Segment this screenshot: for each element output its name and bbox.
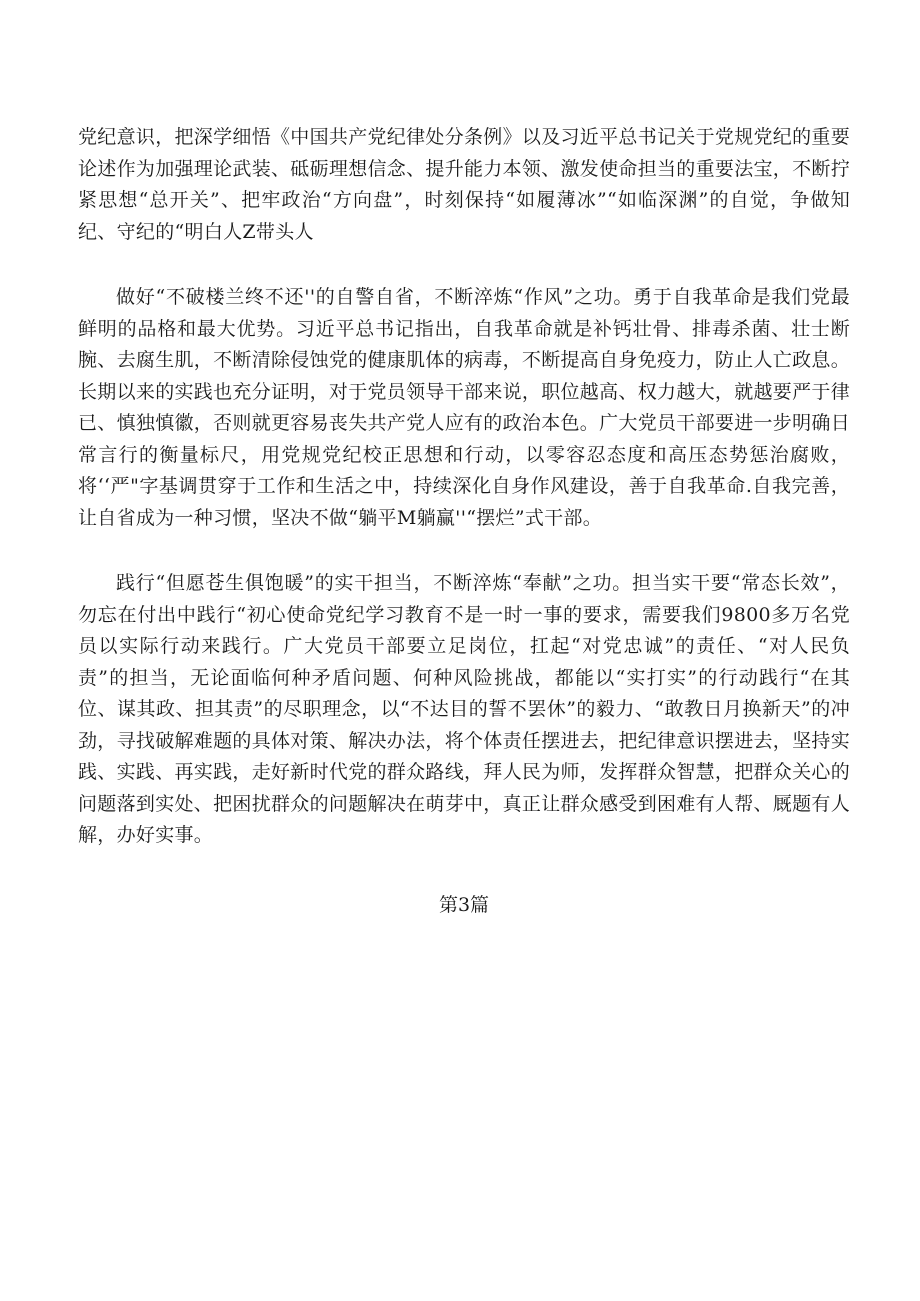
section-heading: 第3篇 <box>438 893 490 916</box>
paragraph-1: 党纪意识，把深学细悟《中国共产党纪律处分条例》以及习近平总书记关于党规党纪的重要论述作为加强理论武装、砥砺理想信念、提升能力本领、激发使命担当的重要法宝，不断拧紧思想“总开关”、把牢政治“方向盘”，时刻保持“如履薄冰”“如临深渊”的自觉，争做知纪、守纪的“明白人Z带头人 <box>78 126 851 243</box>
paragraph-3: 践行“但愿苍生俱饱暖”的实干担当，不断淬炼“奉献”之功。担当实干要“常态长效”，勿忘在付出中践行“初心使命党纪学习教育不是一时一事的要求，需要我们9800多万名党员以实际行动来践行。广大党员干部要立足岗位，扛起“对党忠诚”的责任、“对人民负责”的担当，无论面临何种矛盾问题、何种风险挑战，都能以“实打实”的行动践行“在其位、谋其政、担其责”的尽职理念，以“不达目的誓不罢休”的毅力、“敢教日月换新天”的冲劲，寻找破解难题的具体对策、解决办法，将个体责任摆进去，把纪律意识摆进去，坚持实践、实践、再实践，走好新时代党的群众路线，拜人民为师，发挥群众智慧，把群众关心的问题落到实处、把困扰群众的问题解决在萌芽中，真正让群众感受到困难有人帮、厩题有人解，办好实事。 <box>78 572 851 846</box>
paragraph-2: 做好“不破楼兰终不还''的自警自省，不断淬炼“作风”之功。勇于自我革命是我们党最鲜明的品格和最大优势。习近平总书记指出，自我革命就是补钙壮骨、排毒杀菌、壮士断腕、去腐生肌，不断清除侵蚀党的健康肌体的病毒，不断提高自身免疫力，防止人亡政息。长期以来的实践也充分证明，对于党员领导干部来说，职位越高、权力越大，就越要严于律已、慎独慎徽，否则就更容易丧失共产党人应有的政治本色。广大党员干部要进一步明确日常言行的衡量标尺，用党规党纪校正思想和行动，以零容忍态度和高压态势惩治腐败，将‘‘严"字基调贯穿于工作和生活之中，持续深化自身作风建设，善于自我革命.自我完善，让自省成为一种习惯，坚决不做“躺平M躺赢''“摆烂”式干部。 <box>78 286 851 529</box>
document-page <box>78 122 850 921</box>
